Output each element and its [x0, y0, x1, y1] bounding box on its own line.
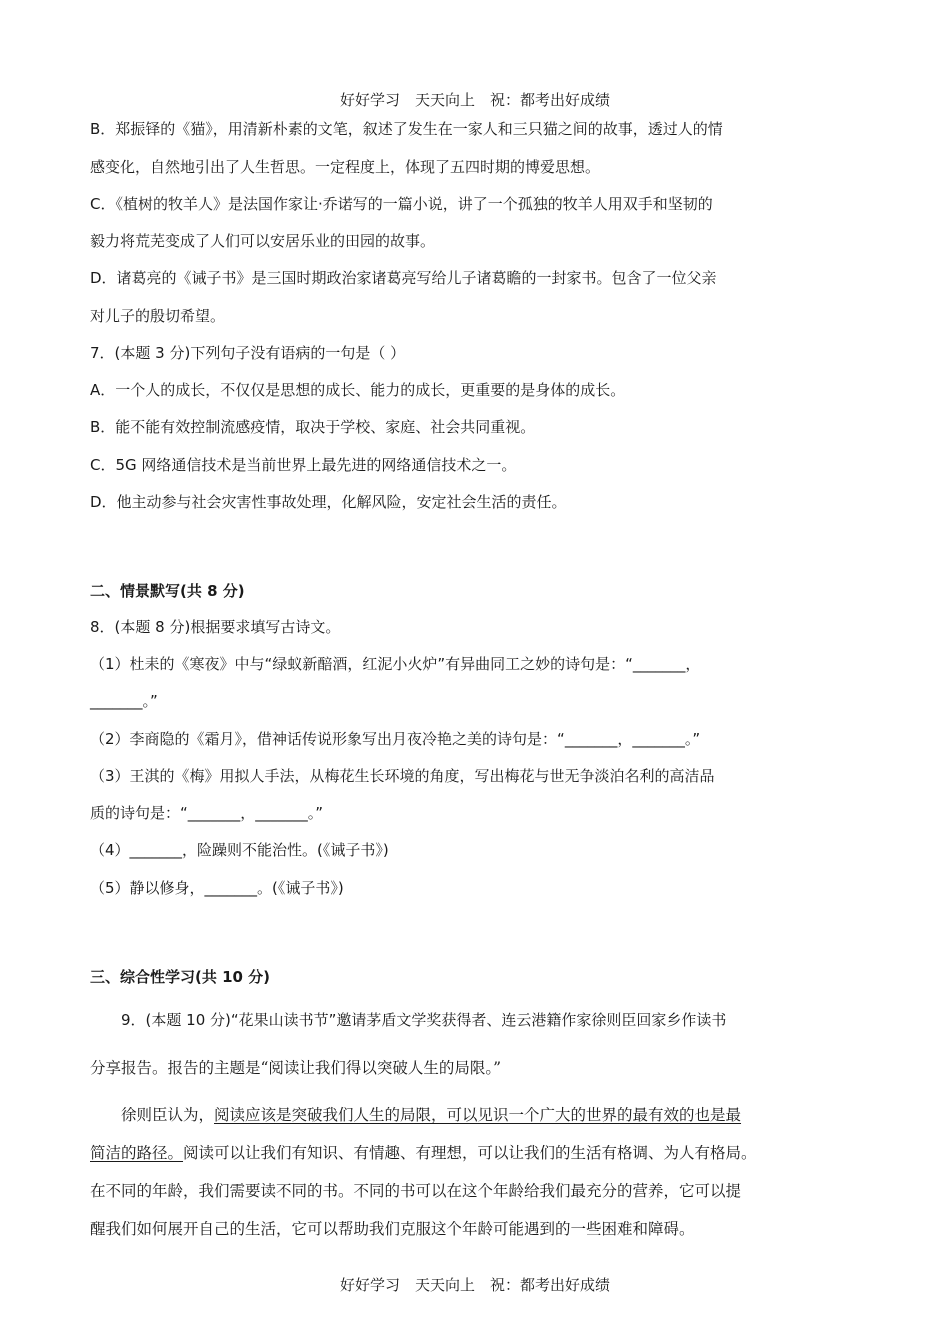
passage-line2: [90, 1143, 870, 1163]
q8-stem: 8．(本题 8 分)根据要求填写古诗文。: [90, 618, 341, 636]
q6-option-c-line1: C．《植树的牧羊人》是法国作家让·乔诺写的一篇小说，讲了一个孤独的牧羊人用双手和坚韧的: [90, 195, 713, 213]
q8-item2: （2）李商隐的《霜月》，借神话传说形象写出月夜冷艳之美的诗句是：“_______，_______。”: [90, 730, 701, 748]
passage-line3: 在不同的年龄，我们需要读不同的书。不同的书可以在这个年龄给我们最充分的营养，它可以提: [90, 1182, 742, 1200]
q6-option-b-line2: 感变化，自然地引出了人生哲思。一定程度上，体现了五四时期的博爱思想。: [90, 158, 601, 176]
q6-option-d-line2: 对儿子的殷切希望。: [90, 307, 226, 325]
passage-line2-rest: 阅读可以让我们有知识、有情趣、有理想，可以让我们的生活有格调、为人有格局。: [183, 1144, 757, 1162]
q6-option-b-line1: B．郑振铎的《猫》，用清新朴素的文笔，叙述了发生在一家人和三只猫之间的故事，透过人的情: [90, 120, 723, 138]
q8-item1-line1: （1）杜耒的《寒夜》中与“绿蚁新醅酒，红泥小火炉”有异曲同工之妙的诗句是：“_______，: [90, 655, 701, 673]
passage-underlined-1: 阅读应该是突破我们人生的局限，可以见识一个广大的世界的最有效的也是最: [214, 1106, 742, 1124]
passage-line1: [121, 1105, 901, 1125]
q7-option-c: C．5G 网络通信技术是当前世界上最先进的网络通信技术之一。: [90, 456, 517, 474]
q8-item4: （4）_______，险躁则不能治性。(《诫子书》): [90, 841, 389, 859]
q8-item3-line1: （3）王淇的《梅》用拟人手法，从梅花生长环境的角度，写出梅花与世无争淡泊名利的高洁品: [90, 767, 715, 785]
q7-stem: 7．(本题 3 分)下列句子没有语病的一句是（ ）: [90, 344, 406, 362]
q6-option-d-line1: D．诸葛亮的《诫子书》是三国时期政治家诸葛亮写给儿子诸葛瞻的一封家书。包含了一位父亲: [90, 269, 717, 287]
q9-stem-line2: 分享报告。报告的主题是“阅读让我们得以突破人生的局限。”: [90, 1059, 502, 1077]
passage-line4: 醒我们如何展开自己的生活，它可以帮助我们克服这个年龄可能遇到的一些困难和障碍。: [90, 1220, 695, 1238]
q8-item5: （5）静以修身，_______。(《诫子书》): [90, 879, 344, 897]
section3-title: 三、综合性学习(共 10 分): [90, 968, 271, 986]
q6-option-c-line2: 毅力将荒芜变成了人们可以安居乐业的田园的故事。: [90, 232, 436, 250]
passage-lead: 徐则臣认为，: [121, 1106, 215, 1124]
q8-item3-line2: 质的诗句是：“_______，_______。”: [90, 804, 324, 822]
passage-underlined-2: 简洁的路径。: [90, 1144, 184, 1162]
q9-stem-line1: 9．(本题 10 分)“花果山读书节”邀请茅盾文学奖获得者、连云港籍作家徐则臣回家乡作读书: [121, 1011, 727, 1029]
q7-option-a: A．一个人的成长，不仅仅是思想的成长、能力的成长，更重要的是身体的成长。: [90, 381, 626, 399]
q7-option-b: B．能不能有效控制流感疫情，取决于学校、家庭、社会共同重视。: [90, 418, 536, 436]
q7-option-d: D．他主动参与社会灾害性事故处理，化解风险，安定社会生活的责任。: [90, 493, 567, 511]
page-header: 好好学习 天天向上 祝：都考出好成绩: [339, 91, 610, 109]
section2-title: 二、情景默写(共 8 分): [90, 582, 245, 600]
page-footer: 好好学习 天天向上 祝：都考出好成绩: [339, 1276, 610, 1294]
q8-item1-line2: _______。”: [90, 692, 158, 710]
